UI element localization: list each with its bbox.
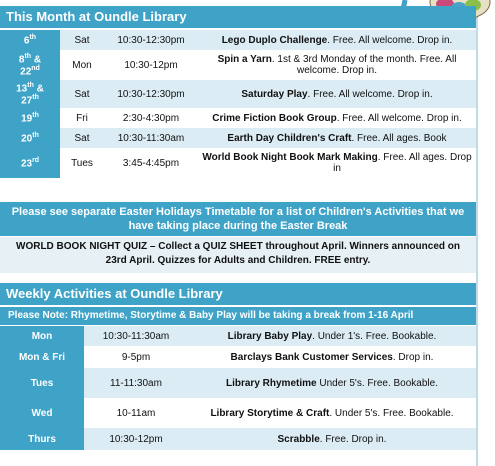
date-number: 23 <box>20 158 33 170</box>
date-suffix: th <box>29 33 37 41</box>
date-suffix: nd <box>31 65 40 72</box>
date-cell <box>0 30 60 50</box>
event-details: . Drop in. <box>392 351 434 363</box>
time-cell: 10:30-12pm <box>104 50 198 80</box>
table-row <box>0 30 476 50</box>
weekly-section-title: Weekly Activities at Oundle Library <box>0 283 476 305</box>
event-details: . Under 1's. Free. Bookable. <box>312 330 437 342</box>
time-cell: 10:30-12pm <box>84 428 188 450</box>
day-cell: Mon <box>0 326 84 346</box>
table-row <box>0 148 476 178</box>
description-cell <box>198 50 476 80</box>
event-details: . Free. All welcome. Drop in. <box>336 112 462 124</box>
date-number: 19 <box>21 113 33 125</box>
description-cell <box>198 128 476 148</box>
day-cell: Sat <box>60 80 104 108</box>
easter-holidays-banner: Please see separate Easter Holidays Timetable for a list of Children's Activities that we have taking place during the Easter Break <box>0 202 476 236</box>
description-cell <box>198 80 476 108</box>
time-cell: 3:45-4:45pm <box>104 148 198 178</box>
day-cell: Mon & Fri <box>0 346 84 368</box>
time-cell: 2:30-4:30pm <box>104 108 198 128</box>
weekly-activities-table <box>0 326 476 450</box>
event-title: Saturday Play <box>241 88 308 100</box>
table-row <box>0 128 476 148</box>
right-border <box>476 0 478 466</box>
description-cell <box>188 326 476 346</box>
date-number: 22 <box>20 66 32 78</box>
event-title: Barclays Bank Customer Services <box>230 351 393 363</box>
table-row <box>0 108 476 128</box>
day-cell: Fri <box>60 108 104 128</box>
day-cell: Sat <box>60 30 104 50</box>
description-cell <box>188 398 476 428</box>
event-details: . Free. All ages. Drop in <box>333 152 472 174</box>
date-suffix: th <box>32 131 39 139</box>
date-cell <box>0 128 60 148</box>
event-title: Scrabble <box>277 433 320 445</box>
time-cell: 10-11am <box>84 398 188 428</box>
description-cell <box>198 30 476 50</box>
description-cell <box>188 368 476 398</box>
event-details: . 1st & 3rd Monday of the month. Free. All welcome. Drop in. <box>271 54 457 76</box>
event-title: Library Storytime & Craft <box>210 407 330 419</box>
table-row <box>0 80 476 108</box>
date-number: 20 <box>21 133 33 145</box>
description-cell <box>198 148 476 178</box>
date-number: 27 <box>21 95 33 107</box>
event-title: Earth Day Children's Craft <box>227 132 352 144</box>
event-title: Library Baby Play <box>227 330 313 342</box>
date-number: 6 <box>23 35 30 47</box>
day-cell: Thurs <box>0 428 84 450</box>
time-cell: 11-11:30am <box>84 368 188 398</box>
table-row <box>0 368 476 398</box>
date-number: 13 <box>16 83 28 94</box>
event-details: . Free. Drop in. <box>319 433 387 445</box>
date-suffix: th <box>27 81 34 89</box>
monthly-events-table <box>0 30 476 178</box>
date-suffix: th <box>32 94 39 101</box>
description-cell <box>198 108 476 128</box>
date-separator: & <box>31 54 42 65</box>
day-cell: Wed <box>0 398 84 428</box>
date-suffix: rd <box>32 156 40 164</box>
day-cell: Tues <box>60 148 104 178</box>
event-details: . Free. All welcome. Drop in. <box>307 88 433 100</box>
table-row <box>0 346 476 368</box>
event-title: Lego Duplo Challenge <box>221 34 328 46</box>
date-cell <box>0 80 60 108</box>
table-row <box>0 50 476 80</box>
monthly-section-title: This Month at Oundle Library <box>0 6 476 28</box>
date-cell <box>0 50 60 80</box>
date-separator: & <box>33 83 44 94</box>
day-cell: Sat <box>60 128 104 148</box>
date-suffix: th <box>32 111 39 119</box>
table-row <box>0 326 476 346</box>
date-number: 8 <box>18 54 25 65</box>
date-suffix: th <box>24 52 32 60</box>
world-book-night-quiz-notice: WORLD BOOK NIGHT QUIZ – Collect a QUIZ SHEET throughout April. Winners announced on 23rd April. Quizzes for Adults and Children. FREE entry. <box>0 237 476 273</box>
day-cell: Tues <box>0 368 84 398</box>
table-row <box>0 398 476 428</box>
event-details: . Free. All welcome. Drop in. <box>327 34 453 46</box>
event-title: Library Rhymetime <box>225 377 317 389</box>
event-title: Crime Fiction Book Group <box>212 112 337 124</box>
weekly-note-banner: Please Note: Rhymetime, Storytime & Baby Play will be taking a break from 1-16 April <box>0 307 476 325</box>
event-details: . Under 5's. Free. Bookable. <box>329 407 454 419</box>
event-details: . Free. All ages. Book <box>351 132 447 144</box>
date-cell <box>0 108 60 128</box>
table-row <box>0 428 476 450</box>
day-cell: Mon <box>60 50 104 80</box>
time-cell: 10:30-11:30am <box>84 326 188 346</box>
event-title: World Book Night Book Mark Making <box>202 152 378 163</box>
time-cell: 10:30-11:30am <box>104 128 198 148</box>
time-cell: 9-5pm <box>84 346 188 368</box>
event-title: Spin a Yarn <box>217 54 272 65</box>
time-cell: 10:30-12:30pm <box>104 80 198 108</box>
date-cell <box>0 148 60 178</box>
time-cell: 10:30-12:30pm <box>104 30 198 50</box>
event-details: Under 5's. Free. Bookable. <box>316 377 438 389</box>
description-cell <box>188 428 476 450</box>
description-cell <box>188 346 476 368</box>
